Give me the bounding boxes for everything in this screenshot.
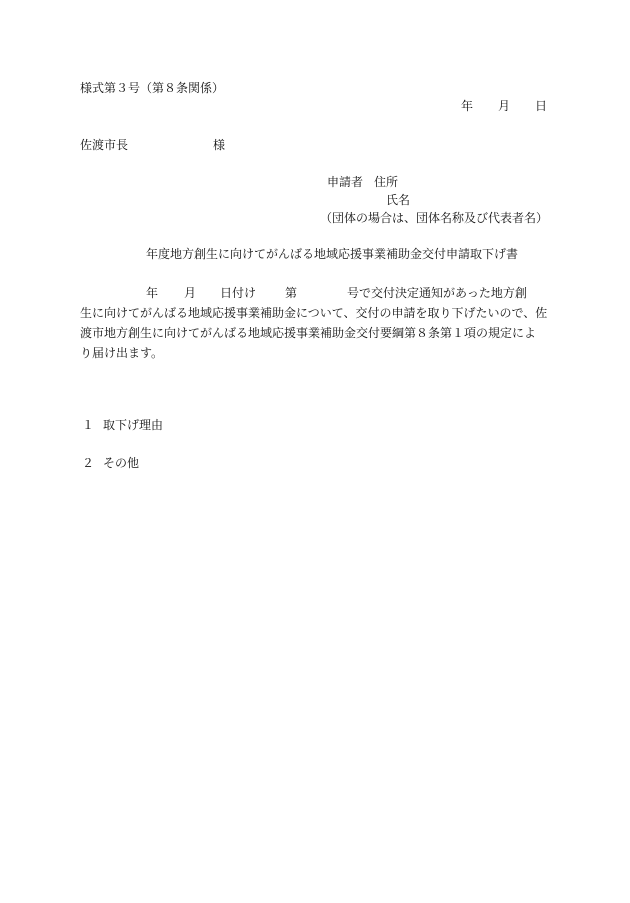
recipient-name: 佐渡市長 [80, 138, 129, 152]
group-note: （団体の場合は、団体名称及び代表者名） [320, 211, 549, 225]
body-month: 月 [184, 286, 197, 300]
body-dai: 第 [285, 286, 298, 300]
body-line-4: り届け出ます。 [80, 346, 164, 360]
body-number-suffix: 号で交付決定通知があった地方創 [347, 286, 527, 300]
name-label: 氏名 [386, 193, 411, 207]
body-dated: 日付け [220, 286, 257, 300]
date-month-label: 月 [498, 99, 511, 113]
date-year-label: 年 [461, 99, 474, 113]
body-line-3: 渡市地方創生に向けてがんばる地域応援事業補助金交付要綱第８条第１項の規定によ [80, 326, 537, 340]
form-number: 様式第３号（第８条関係） [80, 81, 225, 95]
item-1-label: 取下げ理由 [103, 418, 164, 432]
recipient-honorific: 様 [213, 138, 226, 152]
applicant-label: 申請者 [327, 175, 364, 189]
item-2-label: その他 [103, 456, 140, 470]
address-label: 住所 [374, 175, 399, 189]
date-day-label: 日 [535, 99, 548, 113]
body-line-2: 生に向けてがんばる地域応援事業補助金について、交付の申請を取り下げたいので、佐 [80, 306, 548, 320]
item-2-number: ２ [82, 456, 95, 470]
document-title: 年度地方創生に向けてがんばる地域応援事業補助金交付申請取下げ書 [146, 247, 519, 261]
body-year: 年 [146, 286, 159, 300]
item-1-number: １ [82, 418, 95, 432]
